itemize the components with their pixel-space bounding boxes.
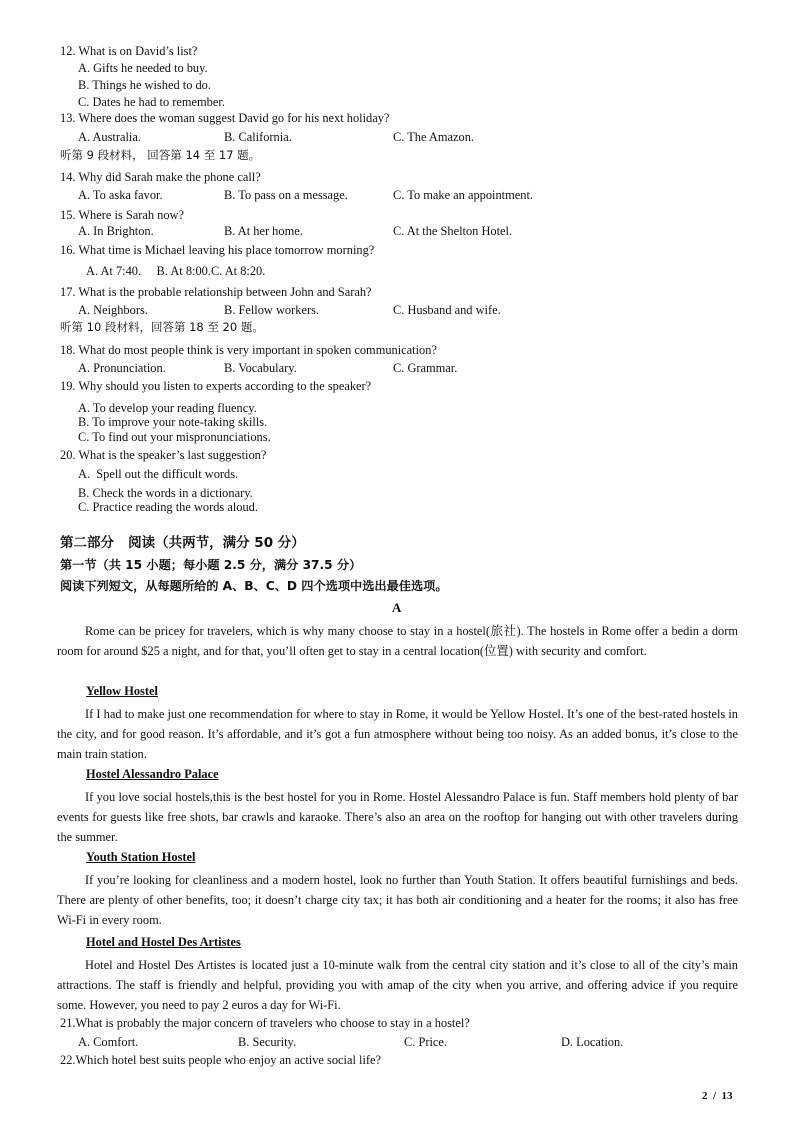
q17-option-a: A. Neighbors. <box>78 303 148 317</box>
yellow-hostel-text: If I had to make just one recommendation for where to stay in Rome, it would be Yellow Hostel. It’s one of the best-rated hostels in the city, and for good reason. It’s affordable, and it’s got a fun atmosphere without being too noisy. As an added bonus, it’s close to the main train station. <box>57 707 738 762</box>
q20-option-b: B. Check the words in a dictionary. <box>78 486 253 500</box>
q14-stem: 14. Why did Sarah make the phone call? <box>60 170 261 184</box>
q18-stem: 18. What do most people think is very important in spoken communication? <box>60 343 437 357</box>
q17-stem: 17. What is the probable relationship between John and Sarah? <box>60 285 372 299</box>
q20-stem: 20. What is the speaker’s last suggestion? <box>60 448 267 462</box>
q20-option-c: C. Practice reading the words aloud. <box>78 500 258 514</box>
q15-stem: 15. Where is Sarah now? <box>60 208 184 222</box>
q13-option-c: C. The Amazon. <box>393 130 474 144</box>
des-artistes-heading: Hotel and Hostel Des Artistes <box>86 935 241 949</box>
q13-option-a: A. Australia. <box>78 130 141 144</box>
q17-option-b: B. Fellow workers. <box>224 303 319 317</box>
q19-stem: 19. Why should you listen to experts according to the speaker? <box>60 379 372 393</box>
q12-option-a: A. Gifts he needed to buy. <box>78 61 208 75</box>
youth-station-heading: Youth Station Hostel <box>86 850 196 864</box>
des-artistes-text: Hotel and Hostel Des Artistes is located just a 10-minute walk from the central city station and it’s close to all of the city’s main attractions. The staff is friendly and helpful, providing you with amap of the city when you arrive, and offering advice if you require some. However, you need to pay 2 euros a day for Wi-Fi. <box>57 958 738 1013</box>
q21-stem: 21.What is probably the major concern of travelers who choose to stay in a hostel? <box>60 1016 470 1030</box>
q15-option-b: B. At her home. <box>224 224 303 238</box>
reading-instruction: 阅读下列短文，从每题所给的 A、B、C、D 四个选项中选出最佳选项。 <box>60 579 448 593</box>
section-one-title: 第一节（共 15 小题；每小题 2.5 分，满分 37.5 分） <box>60 558 362 572</box>
q14-option-c: C. To make an appointment. <box>393 188 533 202</box>
passage-label: A <box>392 600 402 615</box>
q21-option-c: C. Price. <box>404 1035 448 1049</box>
q15-option-a: A. In Brighton. <box>78 224 154 238</box>
part-two-title: 第二部分 阅读（共两节，满分 50 分） <box>60 535 305 551</box>
q22-stem: 22.Which hotel best suits people who enjoy an active social life? <box>60 1053 382 1067</box>
q19-option-c: C. To find out your mispronunciations. <box>78 430 271 444</box>
q18-option-c: C. Grammar. <box>393 361 458 375</box>
page-number: 2 / 13 <box>702 1090 733 1102</box>
q17-option-c: C. Husband and wife. <box>393 303 501 317</box>
q15-option-c: C. At the Shelton Hotel. <box>393 224 513 238</box>
alessandro-heading: Hostel Alessandro Palace <box>86 767 219 781</box>
q18-option-b: B. Vocabulary. <box>224 361 297 375</box>
q14-option-a: A. To aska favor. <box>78 188 163 202</box>
yellow-hostel-heading: Yellow Hostel <box>86 684 158 698</box>
q13-stem: 13. Where does the woman suggest David go for his next holiday? <box>60 111 390 125</box>
q20-option-a: A. Spell out the difficult words. <box>78 467 239 481</box>
q18-option-a: A. Pronunciation. <box>78 361 166 375</box>
q12-option-c: C. Dates he had to remember. <box>78 95 225 109</box>
q21-option-b: B. Security. <box>238 1035 297 1049</box>
q19-option-a: A. To develop your reading fluency. <box>78 401 257 415</box>
q21-option-a: A. Comfort. <box>78 1035 139 1049</box>
q13-option-b: B. California. <box>224 130 292 144</box>
q12-option-b: B. Things he wished to do. <box>78 78 211 92</box>
passage-intro: Rome can be pricey for travelers, which is why many choose to stay in a hostel(旅社). The hostels in Rome offer a bedin a dorm room for around $25 a night, and for that, you’ll often get to stay in a central location(位置) with security and comfort. <box>57 624 738 659</box>
q21-option-d: D. Location. <box>561 1035 624 1049</box>
alessandro-text: If you love social hostels,this is the best hostel for you in Rome. Hostel Alessandro Palace is fun. Staff members hold plenty of bar events for guests like free shots, bar crawls and karaoke. There’s also an area on the rooftop for hanging out with other travelers during the summer. <box>57 790 738 845</box>
q12-stem: 12. What is on David’s list? <box>60 44 198 58</box>
q14-option-b: B. To pass on a message. <box>224 188 348 202</box>
q16-stem: 16. What time is Michael leaving his place tomorrow morning? <box>60 243 375 257</box>
section-note-9: 听第 9 段材料， 回答第 14 至 17 题。 <box>60 148 261 162</box>
q19-option-b: B. To improve your note-taking skills. <box>78 415 268 429</box>
youth-station-text: If you’re looking for cleanliness and a modern hostel, look no further than Youth Station. It offers beautiful furnishings and beds. There are plenty of other benefits, too; it doesn’t charge city tax; it has both air conditioning and a heater for the rooms; it also has free Wi-Fi in every room. <box>57 873 738 928</box>
q16-options: A. At 7:40. B. At 8:00.C. At 8:20. <box>86 264 266 278</box>
section-note-10: 听第 10 段材料，回答第 18 至 20 题。 <box>60 320 264 334</box>
